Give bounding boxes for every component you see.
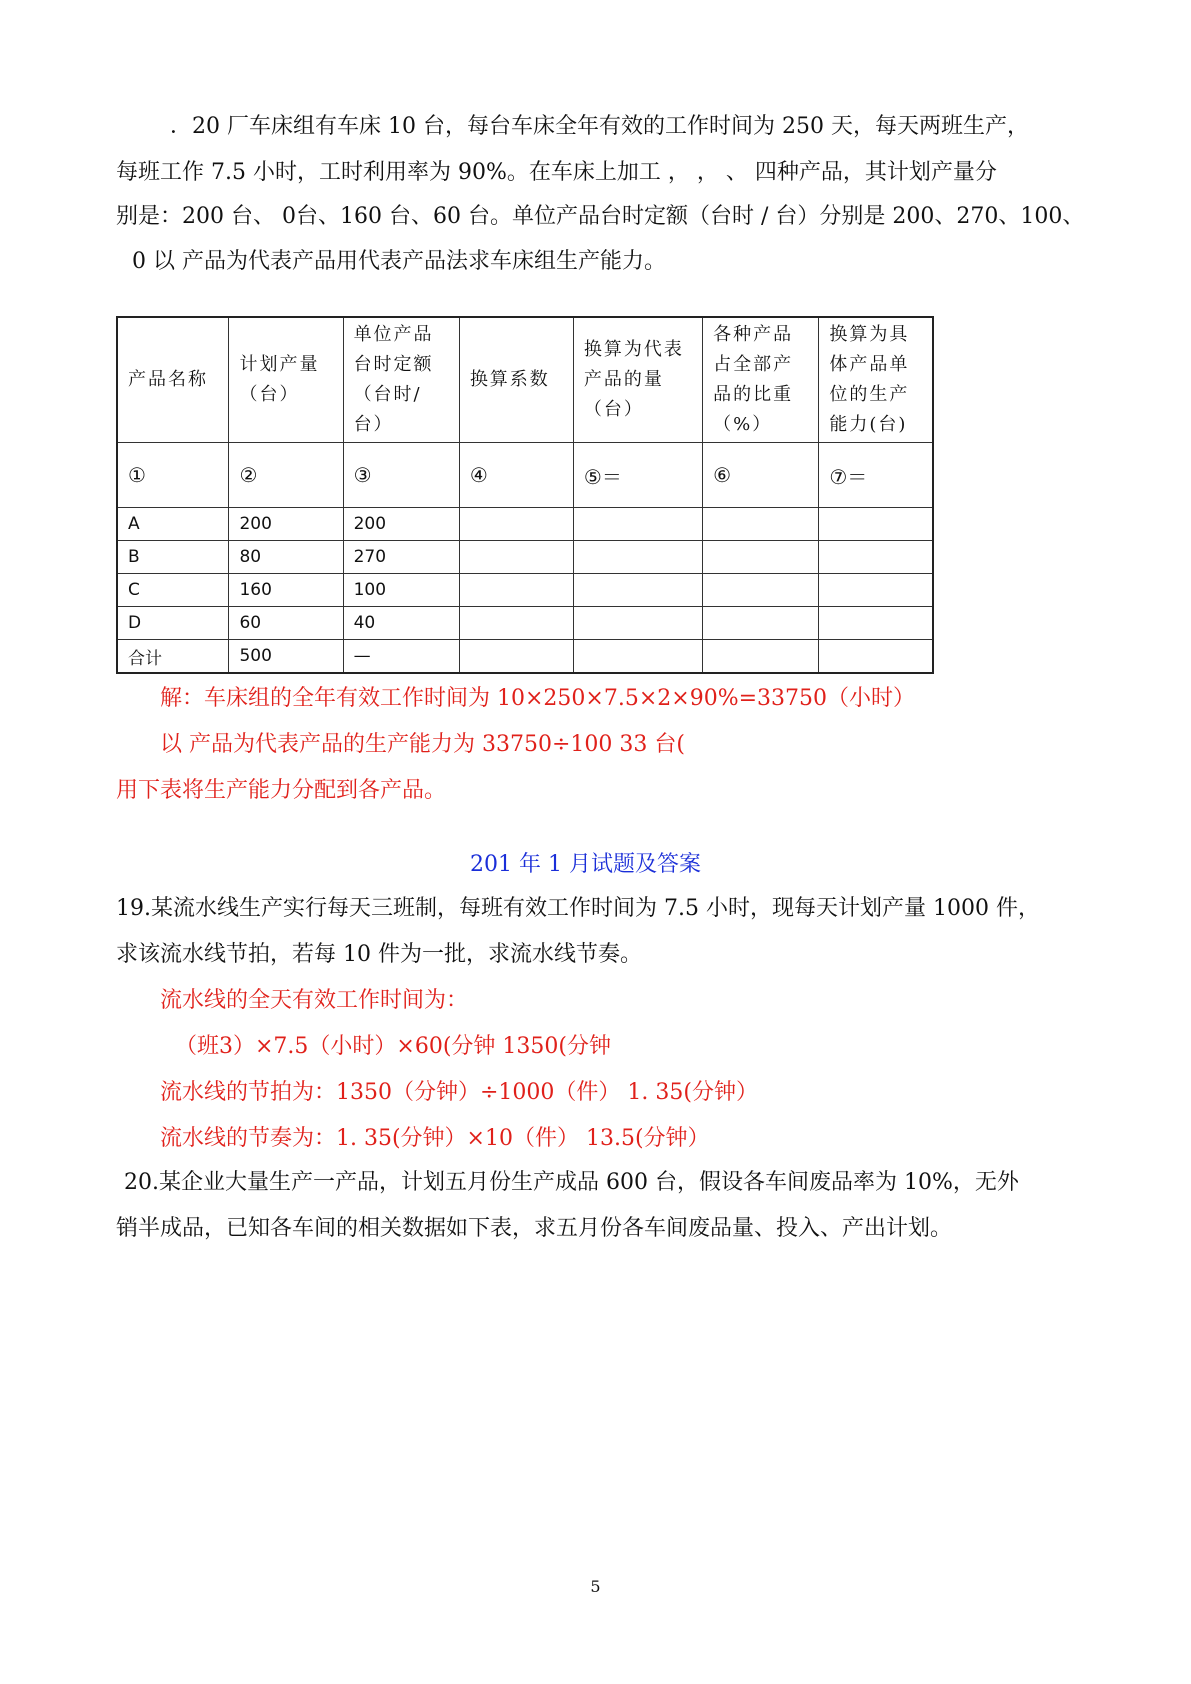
- capacity-table: [116, 316, 934, 674]
- table-cell: C: [117, 574, 229, 607]
- table-marker-row: [117, 443, 933, 508]
- table-cell: [703, 574, 819, 607]
- table-cell: [819, 541, 933, 574]
- table-cell: [703, 508, 819, 541]
- table-cell: [573, 508, 702, 541]
- table-cell: 200: [229, 508, 343, 541]
- table-row: [117, 541, 933, 574]
- table-cell: [703, 607, 819, 640]
- table-cell: D: [117, 607, 229, 640]
- table-cell: [459, 574, 573, 607]
- solution18-line-3: 用下表将生产能力分配到各产品。: [116, 778, 447, 803]
- table-row-total: [117, 640, 933, 674]
- section-title: 201 年 1 月试题及答案: [470, 852, 701, 877]
- table-cell: [573, 607, 702, 640]
- table-cell: 270: [343, 541, 459, 574]
- table-cell: 200: [343, 508, 459, 541]
- table-cell: [459, 508, 573, 541]
- table-cell: 合计: [117, 640, 229, 674]
- solution18-line-2: 以 产品为代表产品的生产能力为 33750÷100 33 台(: [160, 732, 685, 757]
- table-cell: [459, 640, 573, 674]
- table-cell: [573, 640, 702, 674]
- table-cell: [459, 607, 573, 640]
- solution19-line-2: （班3）×7.5（小时）×60(分钟 1350(分钟: [175, 1034, 611, 1059]
- marker-cell: ⑥: [703, 443, 819, 508]
- table-cell: 40: [343, 607, 459, 640]
- table-cell: [703, 640, 819, 674]
- header-cell: 各种产品占全部产品的比重（%）: [703, 317, 819, 443]
- q18-line-1: ．20 厂车床组有车床 10 台，每台车床全年有效的工作时间为 250 天，每天两班生产，: [170, 114, 1029, 139]
- table-header-row: [117, 317, 933, 443]
- solution18-line-1: 解：车床组的全年有效工作时间为 10×250×7.5×2×90%=33750（小时）: [160, 686, 916, 711]
- table-cell: [819, 607, 933, 640]
- table-cell: 100: [343, 574, 459, 607]
- marker-cell: ②: [229, 443, 343, 508]
- marker-cell: ③: [343, 443, 459, 508]
- header-cell: 单位产品台时定额（台时/台）: [343, 317, 459, 443]
- table-row: [117, 508, 933, 541]
- table-cell: 60: [229, 607, 343, 640]
- table-cell: [819, 574, 933, 607]
- table-cell: —: [343, 640, 459, 674]
- q18-line-2: 每班工作 7.5 小时，工时利用率为 90%。在车床上加工 ， ， 、 四种产品，其计划产量分: [116, 160, 997, 185]
- q20-line-1: 20.某企业大量生产一产品，计划五月份生产成品 600 台，假设各车间废品率为 10%，无外: [124, 1170, 1019, 1195]
- marker-cell: ④: [459, 443, 573, 508]
- table-cell: 80: [229, 541, 343, 574]
- marker-cell: ⑦＝: [819, 443, 933, 508]
- table-row: [117, 607, 933, 640]
- page-number: 5: [590, 1577, 601, 1596]
- table-cell: [819, 508, 933, 541]
- marker-cell: ①: [117, 443, 229, 508]
- q18-line-3: 别是：200 台、 0台、160 台、60 台。单位产品台时定额（台时 / 台）分别是 200、270、100、: [116, 204, 1085, 229]
- table-cell: [459, 541, 573, 574]
- solution19-line-4: 流水线的节奏为：1. 35(分钟）×10（件） 13.5(分钟）: [160, 1126, 710, 1151]
- solution19-line-3: 流水线的节拍为：1350（分钟）÷1000（件） 1. 35(分钟）: [160, 1080, 758, 1105]
- table-cell: A: [117, 508, 229, 541]
- table-cell: [703, 541, 819, 574]
- table-cell: 500: [229, 640, 343, 674]
- header-cell: 计划产量（台）: [229, 317, 343, 443]
- q20-line-2: 销半成品，已知各车间的相关数据如下表，求五月份各车间废品量、投入、产出计划。: [116, 1216, 953, 1241]
- table-cell: [573, 541, 702, 574]
- header-cell: 换算系数: [459, 317, 573, 443]
- table-cell: B: [117, 541, 229, 574]
- header-cell: 产品名称: [117, 317, 229, 443]
- marker-cell: ⑤＝: [573, 443, 702, 508]
- table-cell: [819, 640, 933, 674]
- table-cell: [573, 574, 702, 607]
- table-row: [117, 574, 933, 607]
- solution19-line-1: 流水线的全天有效工作时间为：: [160, 988, 469, 1013]
- header-cell: 换算为具体产品单位的生产能力(台): [819, 317, 933, 443]
- q19-line-1: 19.某流水线生产实行每天三班制，每班有效工作时间为 7.5 小时，现每天计划产量 1000 件，: [116, 896, 1040, 921]
- q19-line-2: 求该流水线节拍，若每 10 件为一批，求流水线节奏。: [116, 942, 642, 967]
- q18-line-4: 0 以 产品为代表产品用代表产品法求车床组生产能力。: [132, 249, 666, 274]
- table-cell: 160: [229, 574, 343, 607]
- header-cell: 换算为代表产品的量（台）: [573, 317, 702, 443]
